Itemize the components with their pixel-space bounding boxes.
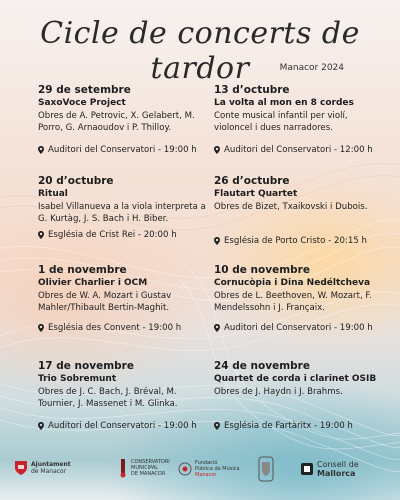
event-venue (38, 144, 213, 156)
logo-fundacio-line2: Pública de Música (195, 466, 240, 472)
event-description: Obres de W. A. Mozart i Gustav Mahler/Thibault Bertin-Maghit. (38, 291, 172, 313)
logo-crest (258, 456, 274, 482)
event-venue-text: Església de Porto Cristo - 20:15 h (224, 236, 367, 246)
event-3 (38, 175, 208, 225)
logo-ajuntament-line1: Ajuntament (31, 461, 71, 468)
event-description: Obres de Bizet, Txaikovski i Dubois. (214, 202, 368, 212)
logo-consell-line2: Mallorca (317, 469, 356, 478)
fundacio-seal-icon (178, 462, 192, 476)
event-venue-text: Auditori del Conservatori - 19:00 h (224, 323, 373, 333)
event-date: 29 de setembre (38, 84, 131, 96)
ajuntament-shield-icon (14, 460, 28, 476)
location-pin-icon (214, 237, 220, 245)
event-description: Isabel Villanueva a la viola interpreta a G. Kurtàg, J. S. Bach i H. Biber. (38, 202, 206, 224)
event-venue-text: Auditori del Conservatori - 19:00 h (48, 145, 197, 155)
event-description: Conte musical infantil per violí, violoncel i dues narradores. (214, 111, 348, 133)
page-subtitle: Manacor 2024 (279, 63, 344, 73)
location-pin-icon (214, 422, 220, 430)
event-date: 24 de novembre (214, 360, 310, 372)
logo-consell-line1: Consell de (317, 460, 359, 469)
location-pin-icon (38, 422, 44, 430)
event-venue (214, 322, 389, 334)
crest-emblem-icon (258, 456, 274, 482)
event-date: 17 de novembre (38, 360, 134, 372)
logo-conservatori-line3: DE MANACOR (131, 471, 166, 477)
event-2 (214, 84, 384, 134)
event-venue-text: Auditori del Conservatori - 12:00 h (224, 145, 373, 155)
event-venue (214, 144, 389, 156)
event-description: Obres de J. C. Bach, J. Bréval, M. Tournier, J. Massenet i M. Glinka. (38, 387, 178, 409)
event-4 (214, 175, 384, 213)
event-description: Obres de L. Beethoven, W. Mozart, F. Mendelssohn i J. Françaix. (214, 291, 372, 313)
logo-fundacio-line1: Fundació (195, 460, 218, 466)
logo-consell-mallorca (300, 460, 359, 478)
event-date: 13 d’octubre (214, 84, 290, 96)
event-description: Obres de A. Petrovic, X. Gelabert, M. Porro, G. Arnaoudov i P. Thilloy. (38, 111, 195, 133)
event-5 (38, 264, 208, 314)
event-name: Ritual (38, 189, 68, 199)
event-venue-text: Església de Fartàritx - 19:00 h (224, 421, 353, 431)
logo-fundacio-musica (178, 460, 240, 478)
event-venue (38, 420, 213, 432)
event-venue (38, 322, 213, 334)
event-venue-text: Església de Crist Rei - 20:00 h (48, 230, 177, 240)
event-name: Olivier Charlier i OCM (38, 278, 148, 288)
event-8 (214, 360, 384, 398)
event-date: 26 d’octubre (214, 175, 290, 187)
sponsor-logos (0, 452, 400, 500)
location-pin-icon (38, 324, 44, 332)
event-venue (214, 420, 389, 432)
conservatori-emblem-icon (118, 458, 128, 478)
location-pin-icon (214, 324, 220, 332)
event-venue-text: Auditori del Conservatori - 19:00 h (48, 421, 197, 431)
event-date: 1 de novembre (38, 264, 127, 276)
location-pin-icon (38, 146, 44, 154)
event-name: La volta al mon en 8 cordes (214, 98, 354, 108)
logo-conservatori-line2: MUNICIPAL (131, 465, 159, 471)
event-venue (38, 229, 213, 241)
event-venue (214, 235, 389, 247)
logo-fundacio-line3: Manacor (195, 472, 217, 478)
event-name: Trio Sobremunt (38, 374, 117, 384)
event-name: Quartet de corda i clarinet OSIB (214, 374, 377, 384)
event-description: Obres de J. Haydn i J. Brahms. (214, 387, 343, 397)
event-name: SaxoVoce Project (38, 98, 126, 108)
event-date: 10 de novembre (214, 264, 310, 276)
logo-ajuntament-line2: de Manacor (31, 468, 67, 475)
event-6 (214, 264, 384, 314)
location-pin-icon (38, 231, 44, 239)
consell-emblem-icon (300, 462, 314, 476)
event-1 (38, 84, 208, 134)
event-name: Flautart Quartet (214, 189, 298, 199)
event-7 (38, 360, 208, 410)
logo-ajuntament-manacor (14, 460, 71, 476)
event-name: Cornucòpia i Dina Nedéltcheva (214, 278, 371, 288)
event-venue-text: Església des Convent - 19:00 h (48, 323, 182, 333)
logo-conservatori-line1: CONSERVATORI (131, 459, 170, 465)
page-title: Cicle de concerts de tardor (40, 16, 360, 86)
location-pin-icon (214, 146, 220, 154)
event-date: 20 d’octubre (38, 175, 114, 187)
logo-conservatori (118, 458, 170, 478)
